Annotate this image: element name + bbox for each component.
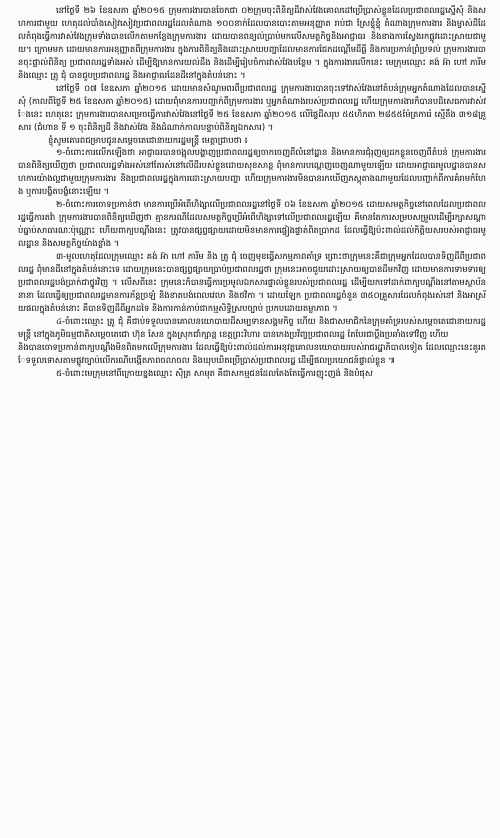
paragraph-point-2: ២-ចំពោះការចោទប្រកាន់ថា មានការប្រើអំពើហិង្សាលើប្រជាពលរដ្ឋនៅថ្ងៃទី ០៦ ខែឧសភា ឆ្នាំ២០១៥ ដោយសមត្ថកិច្ចនៅពេលដែលប្រជាពលរដ្ឋធ្វើការតវ៉ា ក្រុមការងារបានពិនិត្យឃើញថា គ្មានករណីដែលសមត្ថកិច្ចប្រើអំពើហិង្សាទៅលើប្រជាពលរដ្ឋឡើយ គឺមានតែការសម្របសម្រួលដើម្បីរក្សាសណ្តាប់ធ្នាប់សាធារណៈប៉ុណ្ណោះ ហើយពាក្យបណ្តឹងនេះ ត្រូវបានផ្សព្វផ្សាយដោយមិនមានការផ្ទៀងផ្ទាត់ពិតប្រាកដ ដែលធ្វើឱ្យប៉ះពាល់ដល់កិត្តិយសរបស់អាជ្ញាធរមូលដ្ឋាន និងសមត្ថកិច្ចយ៉ាងខ្លាំង ។: [18, 199, 486, 249]
paragraph-point-3: ៣-មូលហេតុដែលក្រុមឈ្មោះ គង់ អ៊ា ហៅ ភារីម និង ត្រូ ជុំ ចេញមុខធ្វើសកម្មភាពគាំទ្រ ព្រោះថាក្រុមនេះគឺជាក្រុមអ្នកដែលបានទិញដីពីប្រជាពលរដ្ឋ ពុំមានដីនៅក្នុងតំបន់នោះទេ ដោយក្រុមនេះបានផ្សព្វផ្សាយប្រាប់ប្រជាពលរដ្ឋថា ក្រុមនេះអាចជួយដោះស្រាយឲ្យបានដីមកវិញ ដោយមានការទាមទារឲ្យប្រជាពលរដ្ឋបង់ប្រាក់ជាថ្នូរវិញ ។ លើសពីនេះ ក្រុមនេះក៏បានធ្វើការប្រមូលឯកសារផ្ទាល់ខ្លួនរបស់ប្រជាពលរដ្ឋ ដើម្បីយកទៅដាក់ពាក្យបណ្តឹងនៅតាមស្ថាប័ននានា ដែលធ្វើឲ្យប្រជាពលរដ្ឋមានការភ័ន្តច្រឡំ និងខាតបង់ពេលវេលា និងថវិកា ។ ដោយឡែក ប្រជាពលរដ្ឋចំនួន ៣៥០គ្រួសារដែលកំពុងរស់នៅ និងអាស្រ័យផលក្នុងតំបន់នោះ គឺបានទិញដីពីអ្នកដទៃ និងការកាន់កាប់ជាកម្មសិទ្ធិស្របច្បាប់ ប្រកបដោយតម្លាភាព ។: [18, 251, 486, 313]
paragraph-field-visit-may-26: នៅថ្ងៃទី ២៦ ខែឧសភា ឆ្នាំ២០១៥ ក្រុមការងារបានចែកជា ០២ក្រុមចុះពិនិត្យដីវាស់វែងគោលដៅប្រើប្រាស់ខ្លួនដែលប្រជាពលរដ្ឋស្នើសុំ និងសហការជាមួយ ហេតុដល់បាំងសៀវសៀវប្រជាពលរដ្ឋដែលតំណាង ១០០នាក់ដែលបានបោះតាមអនុញ្ញាត រាប់ជា ស្រែខ្ទុំខ្ទុំ តំណាងក្រុមការងារ និងម្ចាស់ដីដែលកំពុងធ្វើការវាស់វែងក្រុមទាំងបានលើកតាមកន្លែងក្រុមការងារ ដោយបានពន្យល់ប្រាប់មកលើសមត្ថកិច្ចនិងអាជ្ញាធរ និងខាងការស្វែងរកផ្លូវដោះស្រាយជាមួយ។ ក្រោមមក ដោយមានការអនុញ្ញាតពីក្រុមការងារ ក្នុងការពិនិត្យនិងដោះស្រាយបញ្ហាដែលមានការជែកដណ្តើមដីធ្លី និងការប្រកាន់ព្រំប្រទល់ ក្រុមការងារបានចុះផ្ទាល់ពិនិត្យ ប្រជាពលរដ្ឋទាំងអស់ ដើម្បីឱ្យមានការយល់ដឹង និងដើម្បីរៀបចំការវាស់វែងបន្ថែម ។ ក្នុងការងារលើកនេះ មេក្រុមឈ្មោះ គង់ អ៊ា ហៅ ភារីម និងឈ្មោះ ត្រូ ជុំ បានជួបប្រជាពលរដ្ឋ និងអាជ្ញាធរដែនដីនៅក្នុងតំបន់នោះ ។: [18, 5, 486, 80]
paragraph-report-intro: ខ្ញុំសូមគោរពជម្រាបជូនសម្តេចតេជោនាយករដ្ឋមន្ត្រី មេត្តាជ្រាបថា ៖: [48, 134, 248, 145]
paragraph-point-5: ៥-ចំពោះមេក្រុមនៅពីក្រោយខ្នងឈ្មោះ ស៊ិត្រ សាមុត គឺជាសកម្មជនដែលតែងតែធ្វើការញុះញង់ និងបំផុស: [56, 367, 373, 378]
paragraph-point-4: ៤-ចំពោះឈ្មោះ ត្រូ ជុំ គឺជាប់ទទួលបានគោលនយោបាយដីសម្បទានសង្គមកិច្ច ហើយ និងជាសមាជិកនៃក្រុមគាំទ្ររបស់សម្តេចតេជោនាយករដ្ឋមន្ត្រី នៅក្នុងភូមិធម្មជាតិសម្តេចតេជោ ហ៊ុន សែន ក្នុងស្រុកជាំក្សាន្ត ខេត្តព្រះវិហារ បានកេងប្រវ័ញ្ចប្រជាពលរដ្ឋ តែបែរជាប្តឹងប្រឆាំងទៅវិញ ហើយ: [18, 315, 486, 339]
paragraph-point-4-continued: និងបានចោទប្រកាន់ពាក្យបណ្តឹងមិនពិតមកលើក្រុមការងារ ដែលធ្វើឱ្យប៉ះពាល់ដល់ការអនុវត្តគោលនយោបាយរបស់រាជរដ្ឋាភិបាលទៀត ដែលឈ្មោះនេះគួរតែទទួលទោសតាមផ្លូវច្បាប់លើករណីបង្កើតភាពចលាចល និងឃុបឃិតប្រើប្រាស់ប្រជាពលរដ្ឋ ដើម្បីផលប្រយោជន៍ផ្ទាល់ខ្លួន ៕: [18, 341, 486, 365]
paragraph-field-visit-may-07: នៅថ្ងៃទី ០៧ ខែឧសភា ឆ្នាំ២០១៥ ដោយមានសំណូមពរពីប្រជាពលរដ្ឋ ក្រុមការងារបានចុះទៅវាស់វែងនៅតំបន់ក្រុមអ្នកតំណាងដែលបានស្នើសុំ (កាលពីថ្ងៃទី ២៥ ខែឧសភា ឆ្នាំ២០១៥) ដោយពុំមានការបញ្ជាក់ពីក្រុមការងារ ឬអ្នកតំណាងរបស់ប្រជាពលរដ្ឋ ហើយក្រុមការងារក៏បានបដិសេធការវាស់វែងនេះ ហេតុនេះ ក្រុមការងារបានសម្រេចធ្វើការវាស់វែងនៅថ្ងៃទី ២៥ ខែឧសភា ឆ្នាំ២០១៥ លើផ្ទៃដីសរុប ៥៥ហិកតា ២៨៥៥ម៉ែត្រការ៉េ ស្មើនឹង ៣១៨គ្រួសារ (ជំហាន ទី ១ ចុះពិនិត្យដី និងវាស់វែង និងដំណាក់កាលបន្ទាប់ពិនិត្យឯកសារ) ។: [18, 82, 486, 132]
paragraph-point-1: ១-ចំពោះការលើកឡើងថា អាជ្ញាធរបានចង្អុលបង្ហាញប្រជាពលរដ្ឋឲ្យចាកចេញពីលំនៅដ្ឋាន និងមានការជុំរុញឲ្យដកខ្លួនចេញពីតំបន់ ក្រុមការងារបានពិនិត្យឃើញថា ប្រជាពលរដ្ឋទាំងអស់នៅតែរស់នៅលើដីរបស់ខ្លួនដោយសុខសាន្ត ពុំមានការបណ្តេញចេញណាមួយឡើយ ដោយអាជ្ញាធរមូលដ្ឋានបានសហការយ៉ាងល្អជាមួយក្រុមការងារ និងប្រជាពលរដ្ឋក្នុងការដោះស្រាយបញ្ហា ហើយក្រុមការងារមិនបានរកឃើញភស្តុតាងណាមួយដែលបញ្ជាក់ពីការគំរាមកំហែង ឬការបង្ខិតបង្ខំនោះឡើយ ។: [18, 147, 486, 197]
